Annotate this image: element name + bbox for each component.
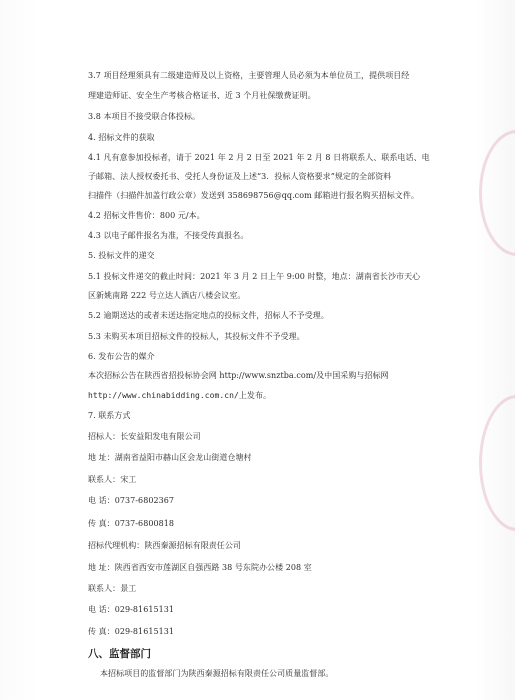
media-paragraph-line-2: http://www.chinabidding.com.cn/上发布。 (88, 391, 272, 400)
paragraph-4-1-line-2: 子邮箱、法人授权委托书、受托人身份证及上述“3．投标人资格要求”规定的全部资料 (88, 172, 392, 181)
media-paragraph-line-1: 本次招标公告在陕西省招投标协会网 http://www.snztba.com/及中国采购与招标网 (88, 371, 389, 380)
section-7-title: 7. 联系方式 (88, 411, 131, 420)
section-8-title: 八、监督部门 (88, 648, 151, 660)
paragraph-3-8: 3.8 本项目不接受联合体投标。 (88, 112, 201, 121)
tenderer-contact: 联系人：宋工 (88, 475, 137, 484)
tenderer-address: 地 址：湖南省益阳市赫山区会龙山街道仓塘村 (88, 453, 252, 462)
seal-stamp-edge (479, 130, 515, 256)
paragraph-5-2: 5.2 逾期送达的或者未送达指定地点的投标文件，招标人不予受理。 (88, 311, 329, 320)
paragraph-4-1-line-1: 4.1 凡有意参加投标者，请于 2021 年 2 月 2 日至 2021 年 2 月 8 日将联系人、联系电话、电 (88, 153, 430, 162)
paragraph-4-3: 4.3 以电子邮件报名为准，不接受传真报名。 (88, 231, 249, 240)
tenderer-name: 招标人：长安益阳发电有限公司 (88, 432, 201, 441)
tenderer-phone: 电 话：0737-6802367 (88, 496, 175, 505)
paragraph-5-1-line-1: 5.1 投标文件递交的截止时间：2021 年 3 月 2 日上午 9:00 时整，地点：湖南省长沙市天心 (88, 272, 421, 281)
paragraph-4-1-line-3: 扫描件（扫描件加盖行政公章）发送到 358698756@qq.com 邮箱进行报名购买招标文件。 (88, 191, 419, 200)
section-4-title: 4. 招标文件的获取 (88, 133, 155, 142)
supervision-paragraph: 本招标项目的监督部门为陕西秦源招标有限责任公司质量监督部。 (100, 669, 334, 678)
agent-fax: 传 真：029-81615131 (88, 627, 175, 636)
paragraph-3-7-line-2: 理建造师证、安全生产考核合格证书、近 3 个月社保缴费证明。 (88, 91, 316, 100)
paragraph-4-2: 4.2 招标文件售价：800 元/本。 (88, 211, 205, 220)
agent-address: 地 址：陕西省西安市莲湖区自强西路 38 号东院办公楼 208 室 (88, 563, 312, 572)
agent-contact: 联系人：景工 (88, 584, 137, 593)
agent-name: 招标代理机构：陕西秦源招标有限责任公司 (88, 541, 241, 550)
seal-stamp-edge (479, 395, 515, 531)
paragraph-5-1-line-2: 区新姚南路 222 号立达人酒店八楼会议室。 (88, 291, 246, 300)
agent-phone: 电 话：029-81615131 (88, 605, 175, 614)
section-5-title: 5. 投标文件的递交 (88, 251, 155, 260)
tenderer-fax: 传 真：0737-6800818 (88, 519, 175, 528)
paragraph-3-7-line-1: 3.7 项目经理须具有二级建造师及以上资格，主要管理人员必须为本单位员工，提供项目经 (88, 71, 410, 80)
section-6-title: 6. 发布公告的媒介 (88, 352, 155, 361)
paragraph-5-3: 5.3 未购买本项目招标文件的投标人，其投标文件不予受理。 (88, 332, 305, 341)
